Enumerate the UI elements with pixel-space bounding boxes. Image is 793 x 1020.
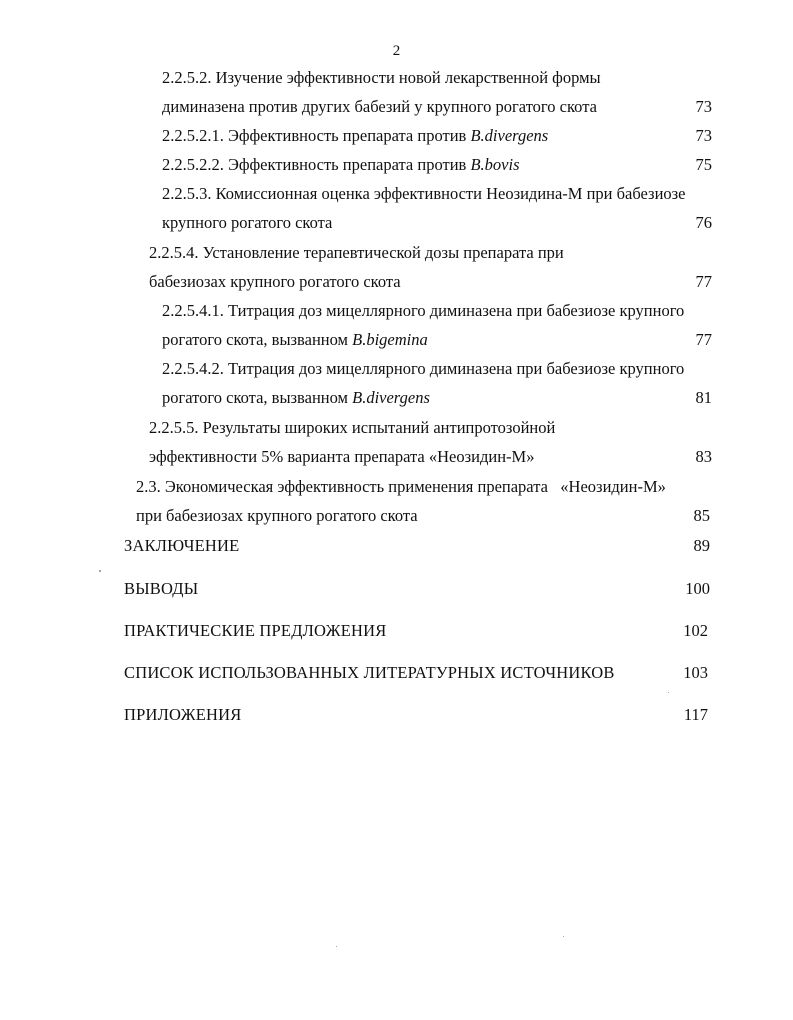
toc-page-number: 77 — [695, 330, 712, 349]
toc-section-findings: ВЫВОДЫ — [124, 579, 199, 598]
toc-page-number: 73 — [695, 97, 712, 116]
toc-section-references: СПИСОК ИСПОЛЬЗОВАННЫХ ЛИТЕРАТУРНЫХ ИСТОЧНИКОВ — [124, 663, 615, 682]
toc-page-number: 102 — [683, 621, 708, 640]
page-number: 2 — [392, 43, 401, 59]
toc-entry-text: 2.2.5.4. Установление терапевтической дозы препарата при — [149, 243, 564, 262]
toc-entry-text: при бабезиозах крупного рогатого скота — [136, 506, 418, 525]
toc-page-number: 117 — [683, 705, 708, 724]
scan-speck — [668, 692, 669, 693]
toc-entry-text: 2.2.5.5. Результаты широких испытаний антипротозойной — [149, 418, 556, 437]
toc-page-number: 75 — [695, 155, 712, 174]
toc-page-number: 81 — [695, 388, 712, 407]
toc-page-number: 83 — [695, 447, 712, 466]
toc-entry-text: 2.2.5.4.1. Титрация доз мицеллярного диминазена при бабезиозе крупного — [162, 301, 685, 320]
toc-entry-text: рогатого скота, вызванном B.divergens — [162, 388, 430, 407]
toc-page-number: 103 — [683, 663, 708, 682]
toc-page-number: 73 — [695, 126, 712, 145]
scan-speck — [99, 570, 101, 572]
scan-speck — [336, 946, 337, 947]
toc-page-number: 100 — [685, 579, 710, 598]
toc-entry-text: 2.2.5.2.2. Эффективность препарата против B.bovis — [162, 155, 520, 174]
toc-section-appendices: ПРИЛОЖЕНИЯ — [124, 705, 242, 724]
scan-speck — [563, 936, 564, 937]
toc-page-number: 89 — [693, 536, 710, 555]
toc-section-practical: ПРАКТИЧЕСКИЕ ПРЕДЛОЖЕНИЯ — [124, 621, 387, 640]
toc-entry-text: диминазена против других бабезий у крупного рогатого скота — [162, 97, 597, 116]
toc-entry-text: 2.2.5.2. Изучение эффективности новой лекарственной формы — [162, 68, 601, 87]
toc-page-number: 77 — [695, 272, 712, 291]
toc-entry-text: крупного рогатого скота — [162, 213, 333, 232]
toc-page-number: 85 — [693, 506, 710, 525]
toc-entry-text: 2.2.5.2.1. Эффективность препарата против B.divergens — [162, 126, 549, 145]
toc-entry-text: 2.2.5.4.2. Титрация доз мицеллярного диминазена при бабезиозе крупного — [162, 359, 685, 378]
toc-entry-text: 2.2.5.3. Комиссионная оценка эффективности Неозидина-М при бабезиозе — [162, 184, 686, 203]
toc-entry-text: рогатого скота, вызванном B.bigemina — [162, 330, 428, 349]
toc-page-number: 76 — [695, 213, 712, 232]
toc-entry-text: эффективности 5% варианта препарата «Неозидин-М» — [149, 447, 535, 466]
toc-entry-text: бабезиозах крупного рогатого скота — [149, 272, 401, 291]
toc-section-conclusion: ЗАКЛЮЧЕНИЕ — [124, 536, 240, 555]
toc-entry-text: 2.3. Экономическая эффективность применения препарата «Неозидин-М» — [136, 477, 666, 496]
